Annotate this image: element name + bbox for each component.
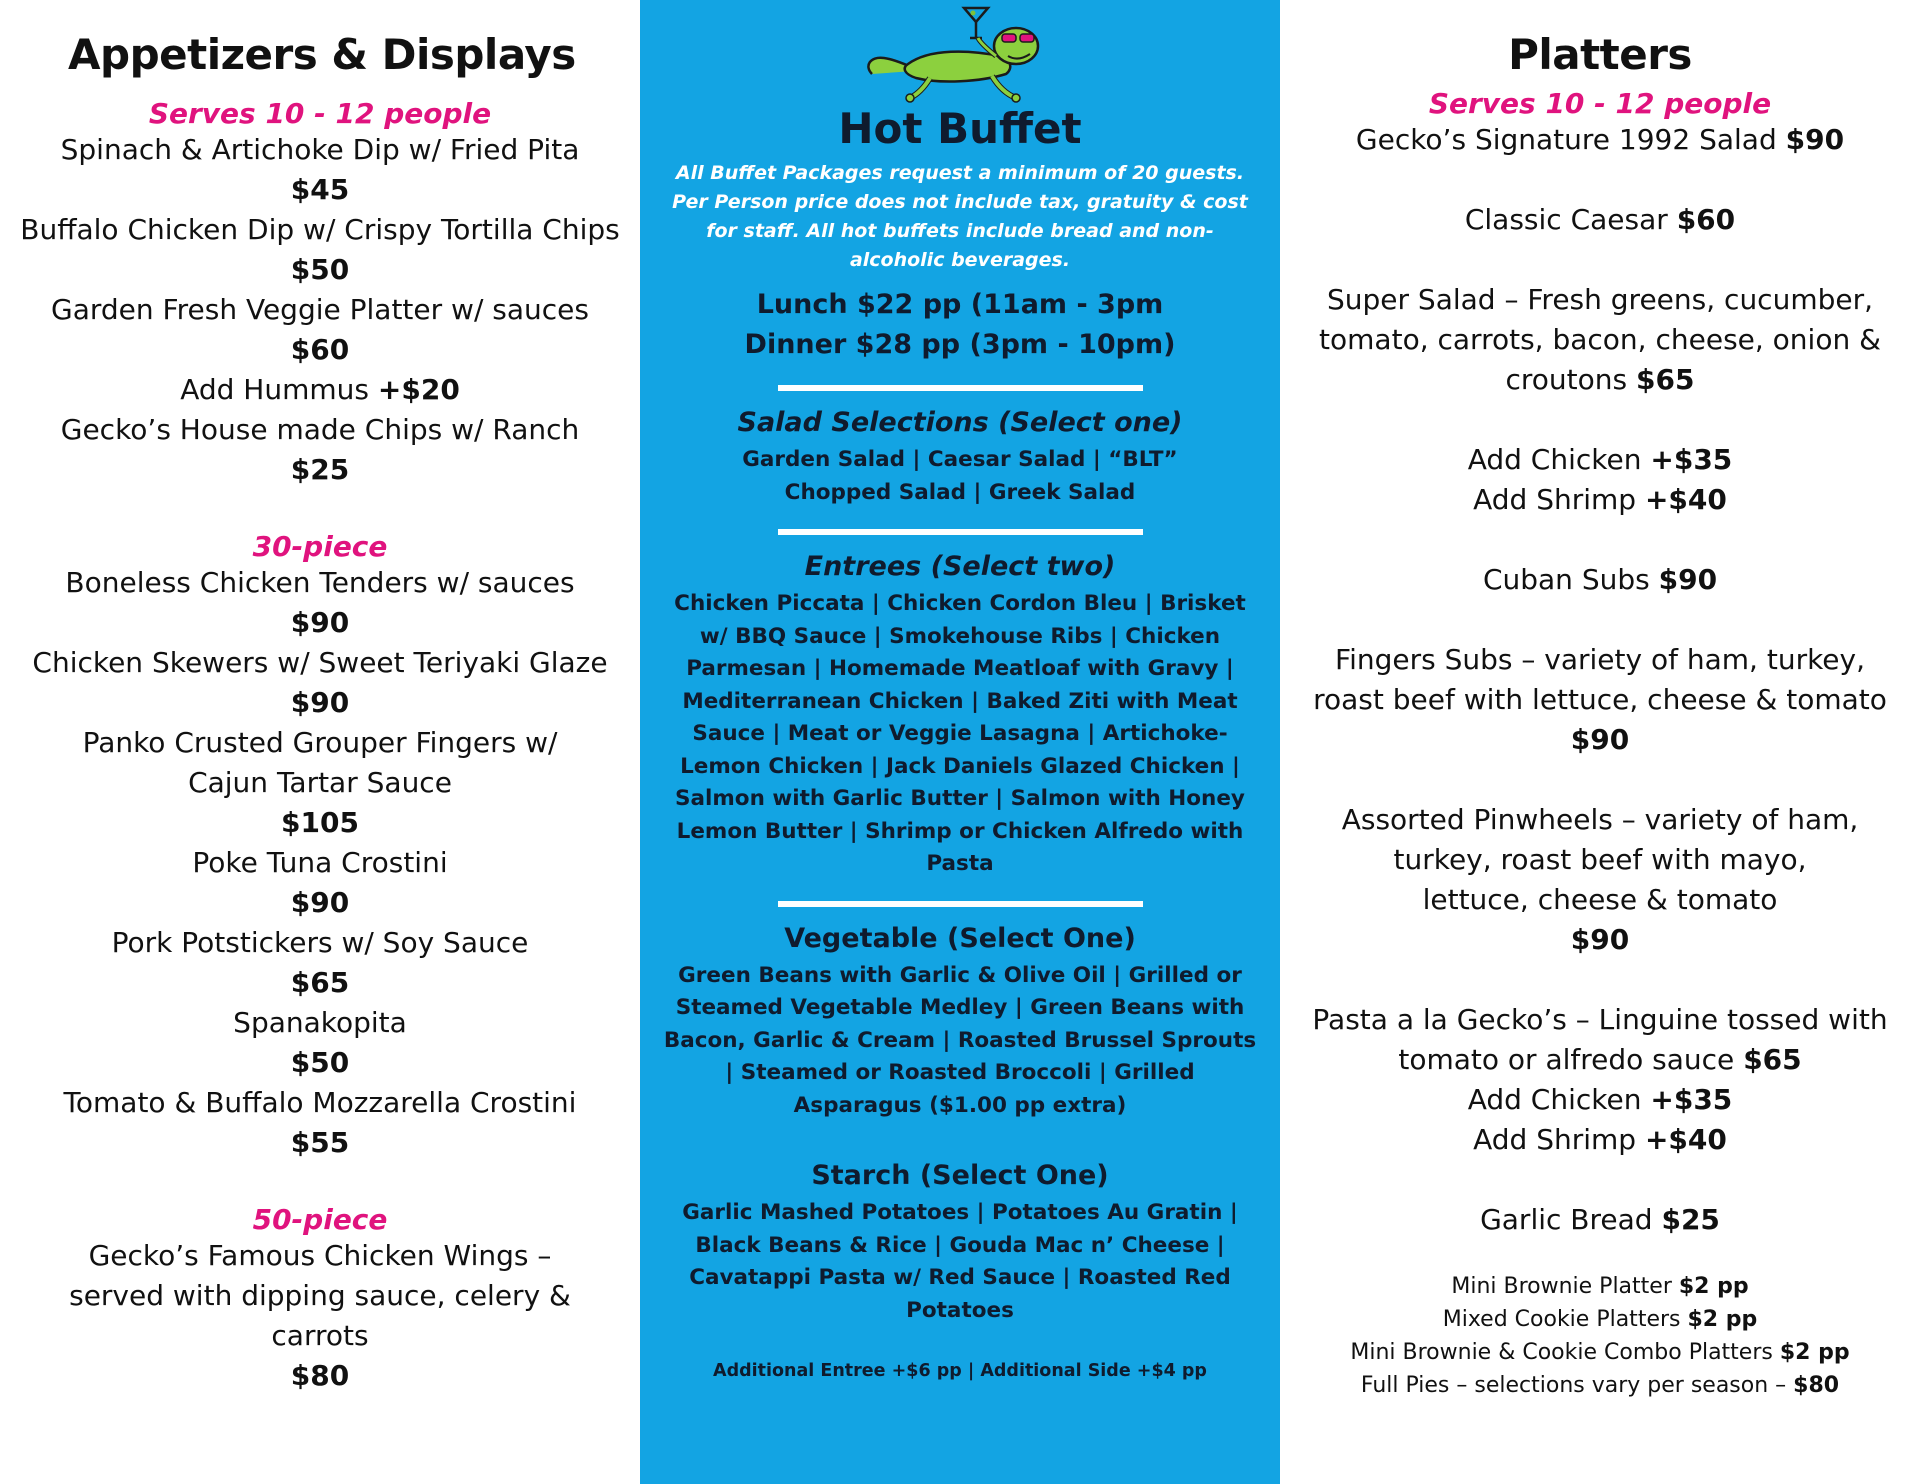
dessert-item: Mixed Cookie Platters $2 pp: [1442, 1307, 1758, 1332]
dessert-item: Mini Brownie Platter $2 pp: [1451, 1274, 1749, 1299]
entree-options: Chicken Piccata | Chicken Cordon Bleu | Brisket w/ BBQ Sauce | Smokehouse Ribs | Chicken Parmesan | Homemade Meatloaf with Gravy | Mediterranean Chicken | Baked Ziti with Meat Sauce | Meat or Veggie Lasagna | Artichoke-Lemon Chicken | Jack Daniels Glazed Chicken | Salmon with Garlic Butter | Salmon with Honey Lemon Butter | Shrimp or Chicken Alfredo with Pasta: [674, 591, 1246, 876]
vegetable-header: Vegetable (Select One): [784, 922, 1136, 954]
lunch-price: Lunch $22 pp (11am - 3pm: [756, 289, 1164, 320]
menu-item-name: Buffalo Chicken Dip w/ Crispy Tortilla Chips: [20, 213, 620, 246]
menu-item-addon: [0, 370, 640, 410]
menu-item-name: Poke Tuna Crostini: [192, 846, 448, 879]
menu-item-price: $80: [290, 1359, 350, 1392]
salad-options: Garden Salad | Caesar Salad | “BLT” Chopped Salad | Greek Salad: [742, 447, 1178, 505]
entrees-header: Entrees (Select two): [804, 551, 1116, 582]
divider: [778, 385, 1143, 391]
platter-addon: Add Shrimp +$40: [1473, 483, 1727, 516]
buffet-note: All Buffet Packages request a minimum of 20 guests. Per Person price does not include tax, gratuity & cost for staff. All hot buffets include bread and non-alcoholic beverages.: [672, 162, 1248, 271]
menu-item-price: $45: [290, 173, 350, 206]
platters-title: Platters: [1508, 30, 1692, 79]
menu-item-price: $65: [290, 966, 350, 999]
buffet-footer: Additional Entree +$6 pp | Additional Side +$4 pp: [713, 1361, 1207, 1381]
starch-options: Garlic Mashed Potatoes | Potatoes Au Gratin | Black Beans & Rice | Gouda Mac n’ Cheese | Cavatappi Pasta w/ Red Sauce | Roasted Red Potatoes: [682, 1200, 1238, 1323]
section-header: Serves 10 - 12 people: [148, 97, 492, 130]
section-header: Serves 10 - 12 people: [1428, 87, 1772, 120]
addon-name: Add Hummus: [180, 373, 369, 406]
divider: [778, 901, 1143, 907]
menu-item-name: Gecko’s Famous Chicken Wings – served with dipping sauce, celery & carrots: [69, 1239, 571, 1352]
platters-column: [1280, 0, 1920, 1484]
addon-price: +$20: [377, 373, 460, 406]
menu-item-price: $50: [290, 253, 350, 286]
menu-item-name: Spanakopita: [233, 1006, 407, 1039]
menu-item-name: Panko Crusted Grouper Fingers w/ Cajun Tartar Sauce: [82, 726, 558, 799]
platter-addon: Add Shrimp +$40: [1473, 1123, 1727, 1156]
salad-header: Salad Selections (Select one): [737, 407, 1183, 438]
platter-item: Garlic Bread $25: [1480, 1203, 1720, 1236]
hot-buffet-title: Hot Buffet: [838, 104, 1082, 153]
divider: [778, 529, 1143, 535]
menu-item-name: Pork Potstickers w/ Soy Sauce: [111, 926, 529, 959]
menu-item-price: $55: [290, 1126, 350, 1159]
section-header: 30-piece: [252, 530, 388, 563]
appetizers-title: Appetizers & Displays: [68, 30, 576, 79]
menu-item-name: Gecko’s House made Chips w/ Ranch: [60, 413, 580, 446]
dessert-item: Full Pies – selections vary per season – $80: [1360, 1373, 1840, 1398]
platter-addon: Add Chicken +$35: [1467, 1083, 1733, 1116]
section-header: 50-piece: [252, 1203, 388, 1236]
platter-item: Gecko’s Signature 1992 Salad $90: [1355, 123, 1845, 156]
menu-item-name: Spinach & Artichoke Dip w/ Fried Pita: [60, 133, 580, 166]
platter-item: Fingers Subs – variety of ham, turkey, roast beef with lettuce, cheese & tomato $90: [1313, 643, 1887, 756]
menu-item-price: $90: [290, 686, 350, 719]
gecko-logo-icon: [860, 4, 1060, 108]
platter-item: Cuban Subs $90: [1482, 563, 1718, 596]
menu-item-name: Boneless Chicken Tenders w/ sauces: [65, 566, 575, 599]
menu-item-price: $90: [290, 606, 350, 639]
platter-addon: Add Chicken +$35: [1467, 443, 1733, 476]
menu-item-price: $60: [290, 333, 350, 366]
hot-buffet-column: [640, 0, 1280, 1484]
platter-item: Super Salad – Fresh greens, cucumber, tomato, carrots, bacon, cheese, onion & croutons $65: [1319, 283, 1881, 396]
dessert-item: Mini Brownie & Cookie Combo Platters $2 pp: [1350, 1340, 1850, 1365]
starch-header: Starch (Select One): [811, 1160, 1109, 1191]
appetizers-column: [0, 0, 640, 1484]
menu-item-name: Tomato & Buffalo Mozzarella Crostini: [63, 1086, 577, 1119]
menu-item-price: $50: [290, 1046, 350, 1079]
platter-item: Assorted Pinwheels – variety of ham, turkey, roast beef with mayo, lettuce, cheese & tomato $90: [1341, 803, 1859, 956]
dinner-price: Dinner $28 pp (3pm - 10pm): [744, 329, 1176, 360]
menu-item-name: Chicken Skewers w/ Sweet Teriyaki Glaze: [32, 646, 608, 679]
menu-item-price: $90: [290, 886, 350, 919]
menu-item-price: $105: [281, 806, 359, 839]
platter-item: Pasta a la Gecko’s – Linguine tossed with tomato or alfredo sauce $65: [1312, 1003, 1888, 1076]
vegetable-options: Green Beans with Garlic & Olive Oil | Grilled or Steamed Vegetable Medley | Green Beans with Bacon, Garlic & Cream | Roasted Brussel Sprouts | Steamed or Roasted Broccoli | Grilled Asparagus ($1.00 pp extra): [663, 962, 1257, 1118]
menu-item-price: $25: [290, 453, 350, 486]
platter-item: Classic Caesar $60: [1464, 203, 1736, 236]
menu-item-name: Garden Fresh Veggie Platter w/ sauces: [51, 293, 589, 326]
